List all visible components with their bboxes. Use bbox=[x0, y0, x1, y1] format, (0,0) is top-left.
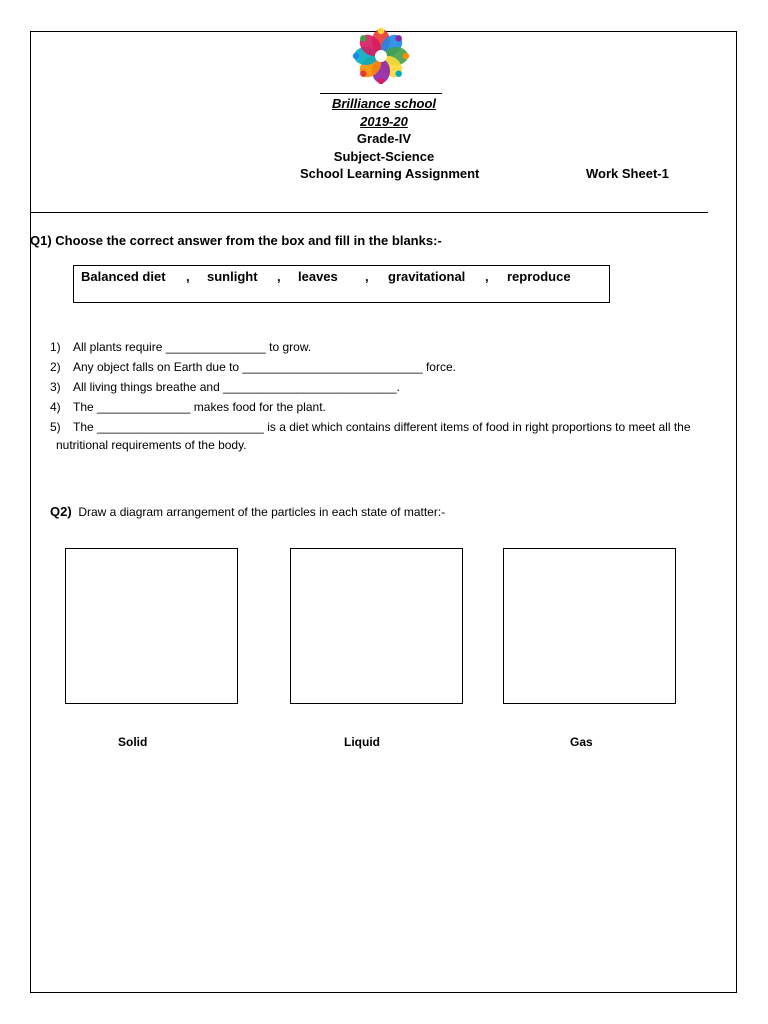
list-item bbox=[50, 417, 740, 437]
drawing-box-gas bbox=[503, 548, 676, 704]
logo-underline bbox=[320, 93, 442, 94]
label-solid: Solid bbox=[118, 735, 148, 749]
word-separator: , bbox=[186, 269, 190, 284]
logo-figure-head bbox=[378, 78, 384, 84]
word-leaves: leaves bbox=[298, 269, 338, 284]
list-item bbox=[50, 357, 740, 377]
school-year: 2019-20 bbox=[360, 114, 408, 129]
q2-text: Draw a diagram arrangement of the particles in each state of matter:- bbox=[78, 505, 446, 519]
item-number: 2) bbox=[50, 360, 61, 374]
word-gravitational: gravitational bbox=[388, 269, 466, 284]
logo-figure-head bbox=[378, 28, 384, 34]
label-liquid: Liquid bbox=[344, 735, 380, 749]
list-item bbox=[50, 337, 740, 357]
word-separator: , bbox=[365, 269, 369, 284]
item-number: 4) bbox=[50, 400, 61, 414]
q1-title: Q1) Choose the correct answer from the box and fill in the blanks:- bbox=[30, 233, 442, 248]
word-separator: , bbox=[277, 269, 281, 284]
item-text: All living things breathe and __________________________. bbox=[73, 380, 400, 394]
grade: Grade-IV bbox=[356, 131, 412, 146]
item-text: Any object falls on Earth due to ___________________________ force. bbox=[73, 360, 456, 374]
subject: Subject-Science bbox=[333, 149, 435, 164]
assignment-title: School Learning Assignment bbox=[300, 166, 480, 181]
word-sunlight: sunlight bbox=[207, 269, 258, 284]
item-text: All plants require _______________ to grow. bbox=[73, 340, 312, 354]
item-text: The _________________________ is a diet which contains different items of food in right proportions to meet all the bbox=[73, 420, 691, 434]
logo-figure-head bbox=[353, 53, 359, 59]
q2-label: Q2) bbox=[50, 504, 72, 519]
item-number: 5) bbox=[50, 420, 61, 434]
drawing-box-solid bbox=[65, 548, 238, 704]
item-text: The ______________ makes food for the plant. bbox=[73, 400, 326, 414]
school-logo bbox=[334, 28, 428, 84]
drawing-box-liquid bbox=[290, 548, 463, 704]
q2-title bbox=[50, 504, 445, 519]
word-reproduce: reproduce bbox=[507, 269, 571, 284]
list-item bbox=[50, 377, 740, 397]
word-box bbox=[73, 265, 610, 303]
item-number: 3) bbox=[50, 380, 61, 394]
word-balanced-diet: Balanced diet bbox=[81, 269, 166, 284]
header-separator bbox=[30, 212, 708, 213]
fill-blanks-list bbox=[50, 337, 740, 452]
list-item bbox=[50, 397, 740, 417]
school-name: Brilliance school bbox=[331, 96, 437, 111]
item-continuation: nutritional requirements of the body. bbox=[56, 438, 247, 452]
logo-figure-head bbox=[403, 53, 409, 59]
label-gas: Gas bbox=[570, 735, 593, 749]
item-number: 1) bbox=[50, 340, 61, 354]
word-separator: , bbox=[485, 269, 489, 284]
worksheet-number: Work Sheet-1 bbox=[586, 166, 669, 181]
